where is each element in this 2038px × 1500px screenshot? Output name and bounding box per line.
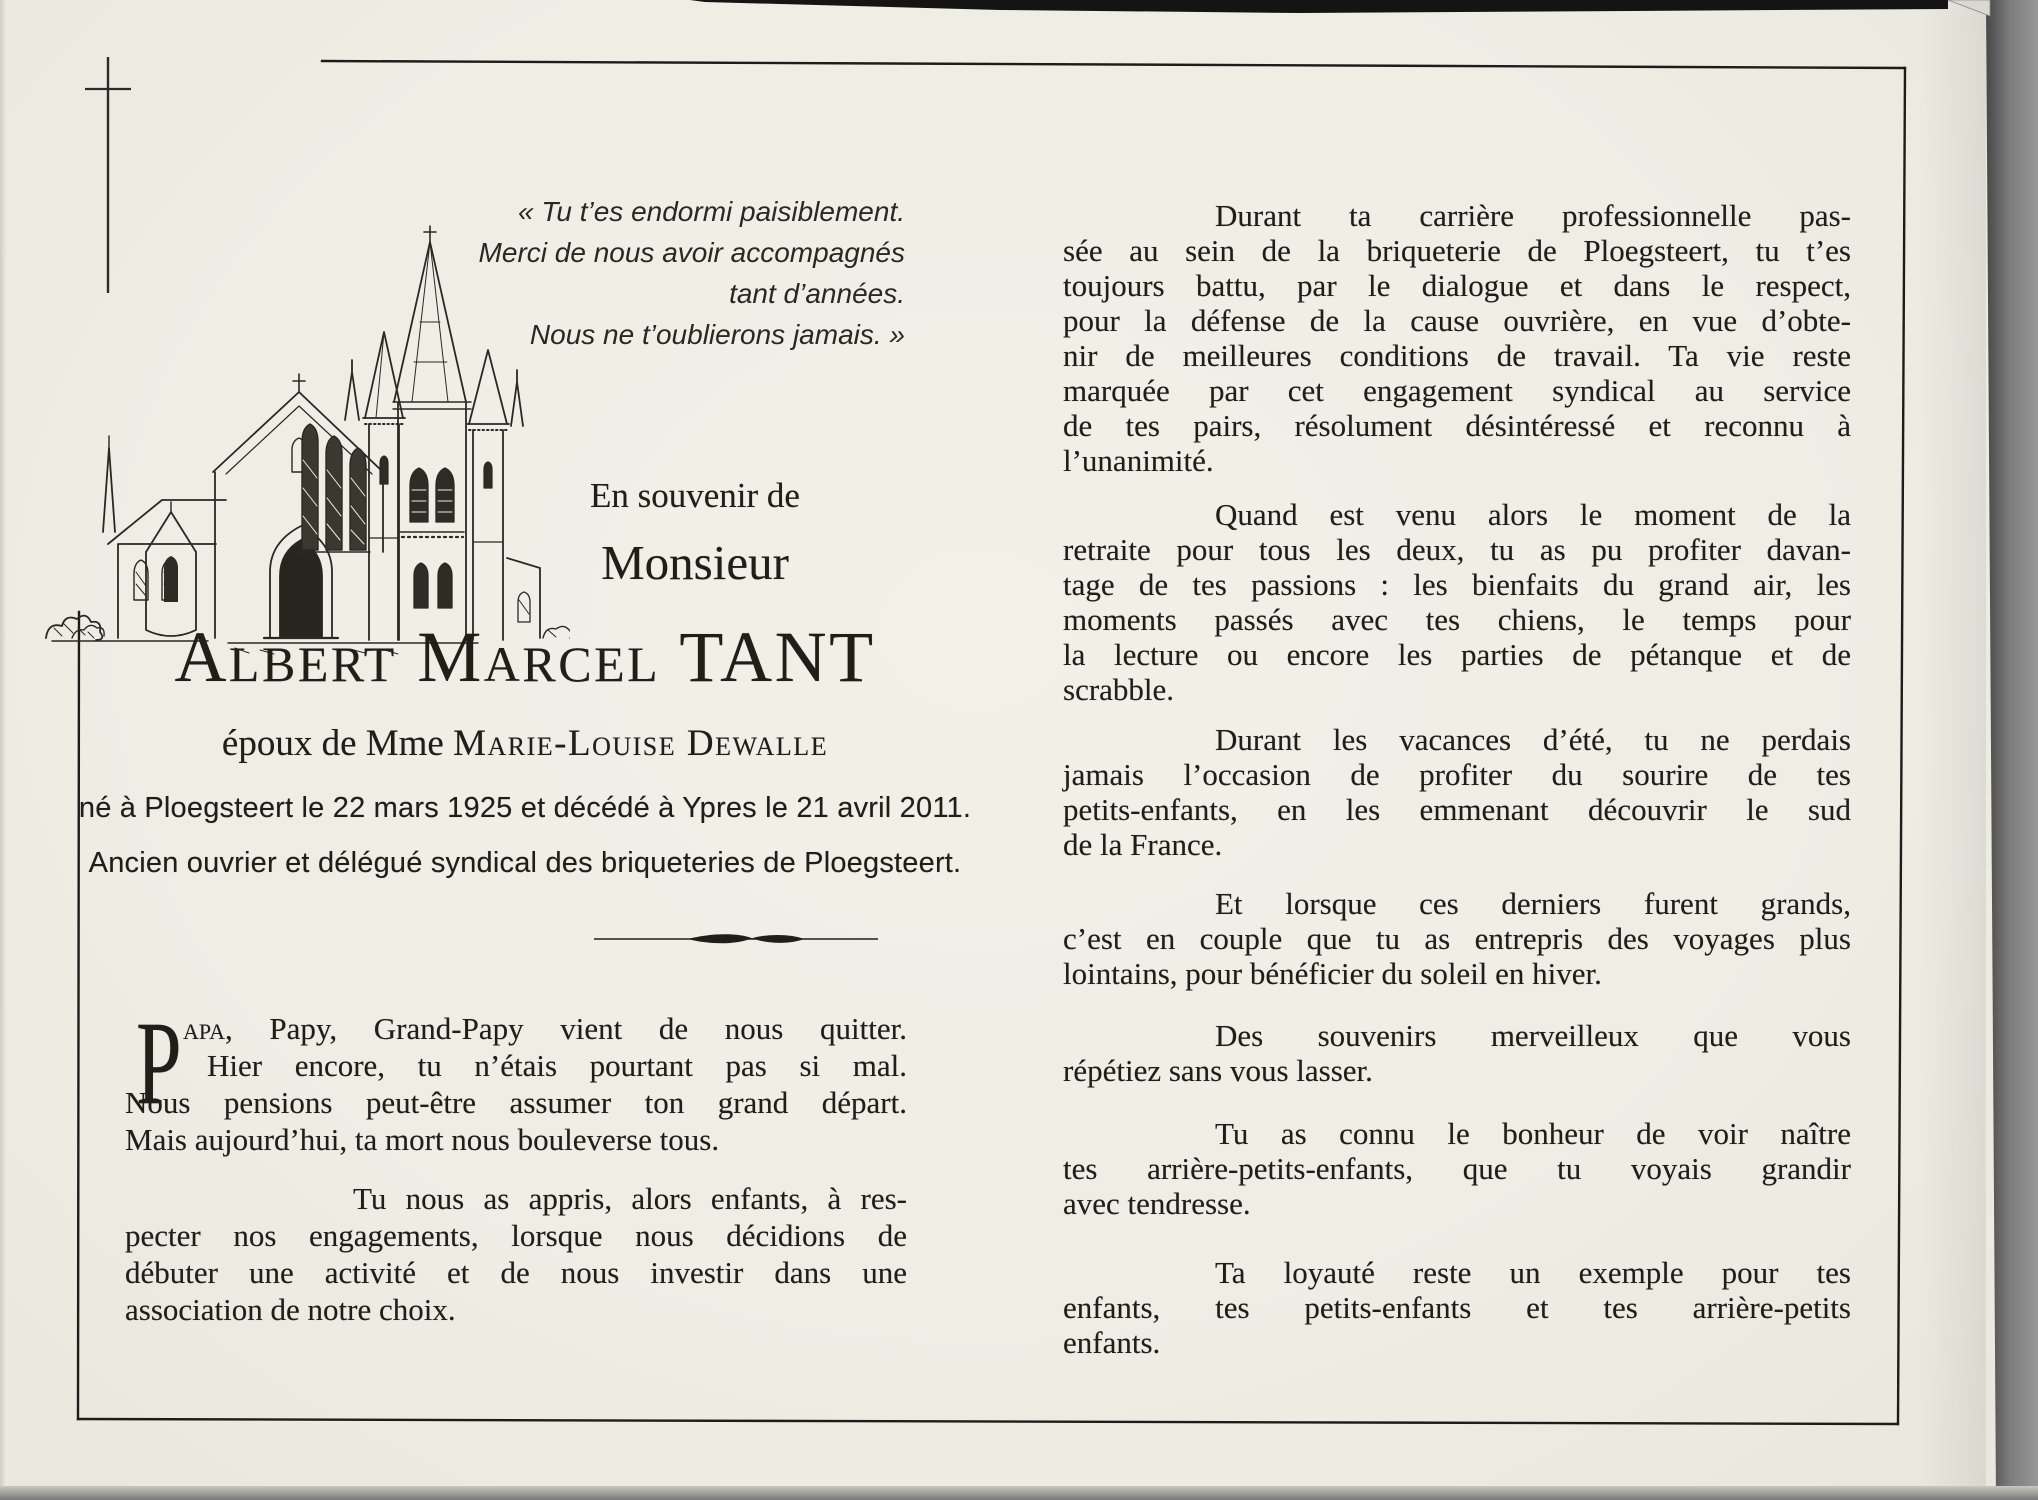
spouse-name: Marie-Louise Dewalle xyxy=(453,723,829,764)
paragraph-travels xyxy=(1063,886,1851,991)
body-line: pecter nos engagements, lorsque nous décidions de xyxy=(125,1218,907,1253)
body-line: c’est en couple que tu as entrepris des voyages plus xyxy=(1063,921,1851,956)
body-line: toujours battu, par le dialogue et dans le respect, xyxy=(1063,268,1851,303)
body-line: association de notre choix. xyxy=(125,1292,456,1327)
body-line: la lecture ou encore les parties de pétanque et de xyxy=(1063,637,1851,672)
quote-line: tant d’années. xyxy=(729,278,905,309)
body-line: enfants. xyxy=(1063,1325,1161,1360)
body-line: Ta loyauté reste un exemple pour tes xyxy=(1215,1255,1851,1290)
body-line: petits-enfants, en les emmenant découvrir le sud xyxy=(1063,792,1851,827)
paragraph-career xyxy=(1063,198,1851,478)
body-line: répétiez sans vous lasser. xyxy=(1063,1053,1373,1088)
quote-line: Merci de nous avoir accompagnés xyxy=(478,237,905,268)
paragraph-vacations xyxy=(1063,722,1851,862)
body-line: l’unanimité. xyxy=(1063,443,1214,478)
body-line: Nous pensions peut-être assumer ton grand départ. xyxy=(125,1085,907,1120)
body-line: moments passés avec tes chiens, le temps pour xyxy=(1063,602,1851,637)
right-column xyxy=(1063,0,1851,1500)
birth-death-line: né à Ploegsteert le 22 mars 1925 et décédé à Ypres le 21 avril 2011. xyxy=(78,792,972,824)
body-line: de la France. xyxy=(1063,827,1223,862)
body-line: tes arrière-petits-enfants, que tu voyais grandir xyxy=(1063,1151,1851,1186)
profession-line: Ancien ouvrier et délégué syndical des briqueteries de Ploegsteert. xyxy=(88,847,962,879)
deceased-name: Albert Marcel TANT xyxy=(174,617,876,697)
body-line xyxy=(125,1010,907,1047)
spouse-prefix: époux de Mme xyxy=(221,723,454,764)
paragraph-loyalty xyxy=(1063,1255,1851,1360)
body-line: avec tendresse. xyxy=(1063,1186,1251,1221)
body-line: Quand est venu alors le moment de la xyxy=(1215,497,1851,532)
body-line: Hier encore, tu n’étais pourtant pas si mal. xyxy=(207,1048,907,1083)
paragraph-memories xyxy=(1063,1018,1851,1088)
left-column xyxy=(125,0,907,1500)
body-line: sée au sein de la briqueterie de Ploegsteert, tu t’es xyxy=(1063,233,1851,268)
body-line: marquée par cet engagement syndical au service xyxy=(1063,373,1851,408)
body-line: jamais l’occasion de profiter du sourire de tes xyxy=(1063,757,1851,792)
body-line: Mais aujourd’hui, ta mort nous bouleverse tous. xyxy=(125,1122,720,1157)
papa-smallcaps: apa xyxy=(183,1011,225,1046)
body-line: scrabble. xyxy=(1063,672,1175,707)
frame-right-line xyxy=(1898,68,1905,1424)
body-line: enfants, tes petits-enfants et tes arrière-petits xyxy=(1063,1290,1851,1325)
body-line: nir de meilleures conditions de travail. Ta vie reste xyxy=(1063,338,1851,373)
body-line: pour la défense de la cause ouvrière, en vue d’obte- xyxy=(1063,303,1851,338)
body-line: Et lorsque ces derniers furent grands, xyxy=(1215,886,1851,921)
paragraph-greatgrandchildren xyxy=(1063,1116,1851,1221)
honorific-title: Monsieur xyxy=(601,535,789,590)
paragraph-retirement xyxy=(1063,497,1851,707)
paragraph-papa xyxy=(125,996,907,1158)
in-memory-of-label: En souvenir de xyxy=(590,476,800,515)
body-line: Durant ta carrière professionnelle pas- xyxy=(1215,198,1851,233)
body-line: retraite pour tous les deux, tu as pu profiter davan- xyxy=(1063,532,1851,567)
body-line: de tes pairs, résolument désintéressé et reconnu à xyxy=(1063,408,1851,443)
papa-line-rest: , Papy, Grand-Papy vient de nous quitter. xyxy=(225,1011,907,1046)
body-line: Tu as connu le bonheur de voir naître xyxy=(1215,1116,1851,1151)
body-line: débuter une activité et de nous investir dans une xyxy=(125,1255,907,1290)
paragraph-appris xyxy=(125,1180,907,1328)
body-line: Des souvenirs merveilleux que vous xyxy=(1215,1018,1851,1053)
body-line: lointains, pour bénéficier du soleil en hiver. xyxy=(1063,956,1602,991)
body-line: tage de tes passions : les bienfaits du grand air, les xyxy=(1063,567,1851,602)
dropcap-letter: P xyxy=(136,996,182,1130)
body-line: Tu nous as appris, alors enfants, à res- xyxy=(353,1181,907,1216)
quote-line: Nous ne t’oublierons jamais. » xyxy=(529,319,905,350)
body-line: Durant les vacances d’été, tu ne perdais xyxy=(1215,722,1851,757)
quote-line: « Tu t’es endormi paisiblement. xyxy=(518,196,905,227)
